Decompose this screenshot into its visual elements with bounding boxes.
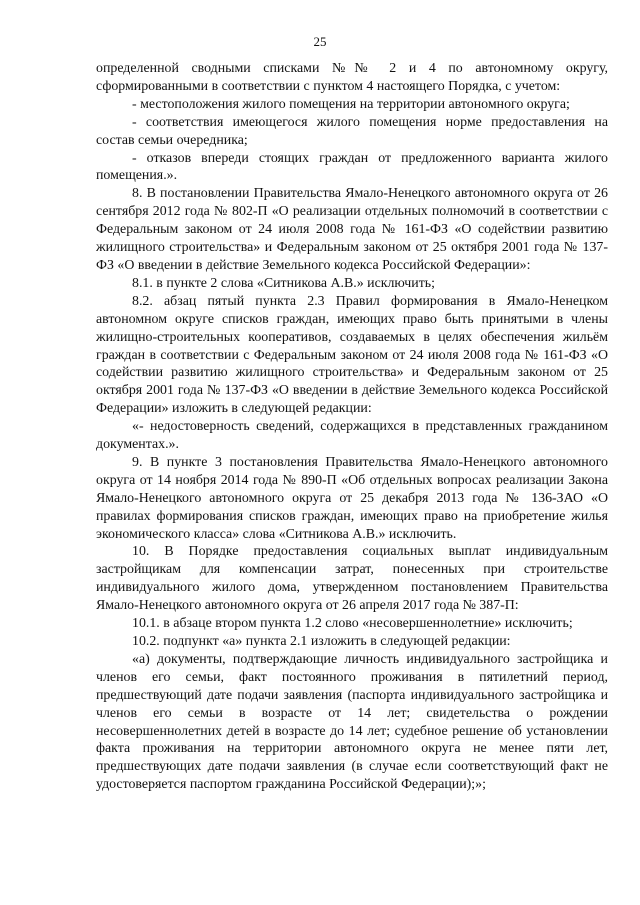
paragraph: - отказов впереди стоящих граждан от предложенного варианта жилого помещения.». (96, 150, 608, 184)
paragraph: 10. В Порядке предоставления социальных выплат индивидуальным застройщикам для компенсации затрат, понесенных при строительстве индивидуального жилого дома, утвержденном постановлением Правительства Ямало-Ненецкого автономного округа от 26 апреля 2017 года № 387-П: (96, 544, 608, 614)
paragraph: 8.1. в пункте 2 слова «Ситникова А.В.» исключить; (132, 275, 435, 291)
paragraph: 9. В пункте 3 постановления Правительства Ямало-Ненецкого автономного округа от 14 ноября 2014 года № 890-П «Об отдельных вопросах реализации Закона Ямало-Ненецкого автономного округа от 25 декабря 2013 года № 136-ЗАО «О правилах формирования списков граждан, имеющих право на приобретение жилья экономического класса» слова «Ситникова А.В.» исключить. (96, 454, 608, 542)
paragraph: - соответствия имеющегося жилого помещения норме предоставления на состав семьи очередника; (96, 114, 608, 148)
paragraph: «а) документы, подтверждающие личность индивидуального застройщика и членов его семьи, факт постоянного проживания в пятилетний период, предшествующий дате подачи заявления (паспорта индивидуального застройщика и членов его семьи в возрасте от 14 лет; свидетельства о рождении несовершеннолетних детей в возрасте до 14 лет; судебное решение об установлении факта проживания на территории автономного округа не менее пяти лет, предшествующих дате подачи заявления (в случае если соответствующий факт не удостоверяется паспортом гражданина Российской Федерации);»; (96, 651, 608, 793)
paragraph: определенной сводными списками №№ 2 и 4 по автономному округу, сформированными в соответствии с пунктом 4 настоящего Порядка, с учетом: (96, 61, 608, 94)
document-body (96, 60, 608, 794)
paragraph: 10.1. в абзаце втором пункта 1.2 слово «несовершеннолетние» исключить; (132, 616, 573, 632)
page-number: 25 (313, 34, 327, 49)
paragraph: 8.2. абзац пятый пункта 2.3 Правил формирования в Ямало-Ненецком автономном округе списков граждан, имеющих право быть принятыми в члены жилищно-строительных кооперативов, создаваемых в целях обеспечения жильём граждан в соответствии с Федеральным законом от 24 июля 2008 года № 161-ФЗ «О содействии развитию жилищного строительства» и Федеральным законом от 25 октября 2001 года № 137-ФЗ «О введении в действие Земельного кодекса Российской Федерации» изложить в следующей редакции: (96, 293, 608, 417)
paragraph: - местоположения жилого помещения на территории автономного округа; (132, 96, 570, 112)
paragraph: 8. В постановлении Правительства Ямало-Ненецкого автономного округа от 26 сентября 2012 года № 802-П «О реализации отдельных полномочий в соответствии с Федеральным законом от 24 июля 2008 года № 161-ФЗ «О содействии развитию жилищного строительства» и Федеральным законом от 25 октября 2001 года № 137-ФЗ «О введении в действие Земельного кодекса Российской Федерации»: (96, 186, 608, 273)
paragraph: «- недостоверность сведений, содержащихся в представленных гражданином документах.». (96, 419, 608, 453)
paragraph: 10.2. подпункт «а» пункта 2.1 изложить в следующей редакции: (132, 634, 511, 649)
